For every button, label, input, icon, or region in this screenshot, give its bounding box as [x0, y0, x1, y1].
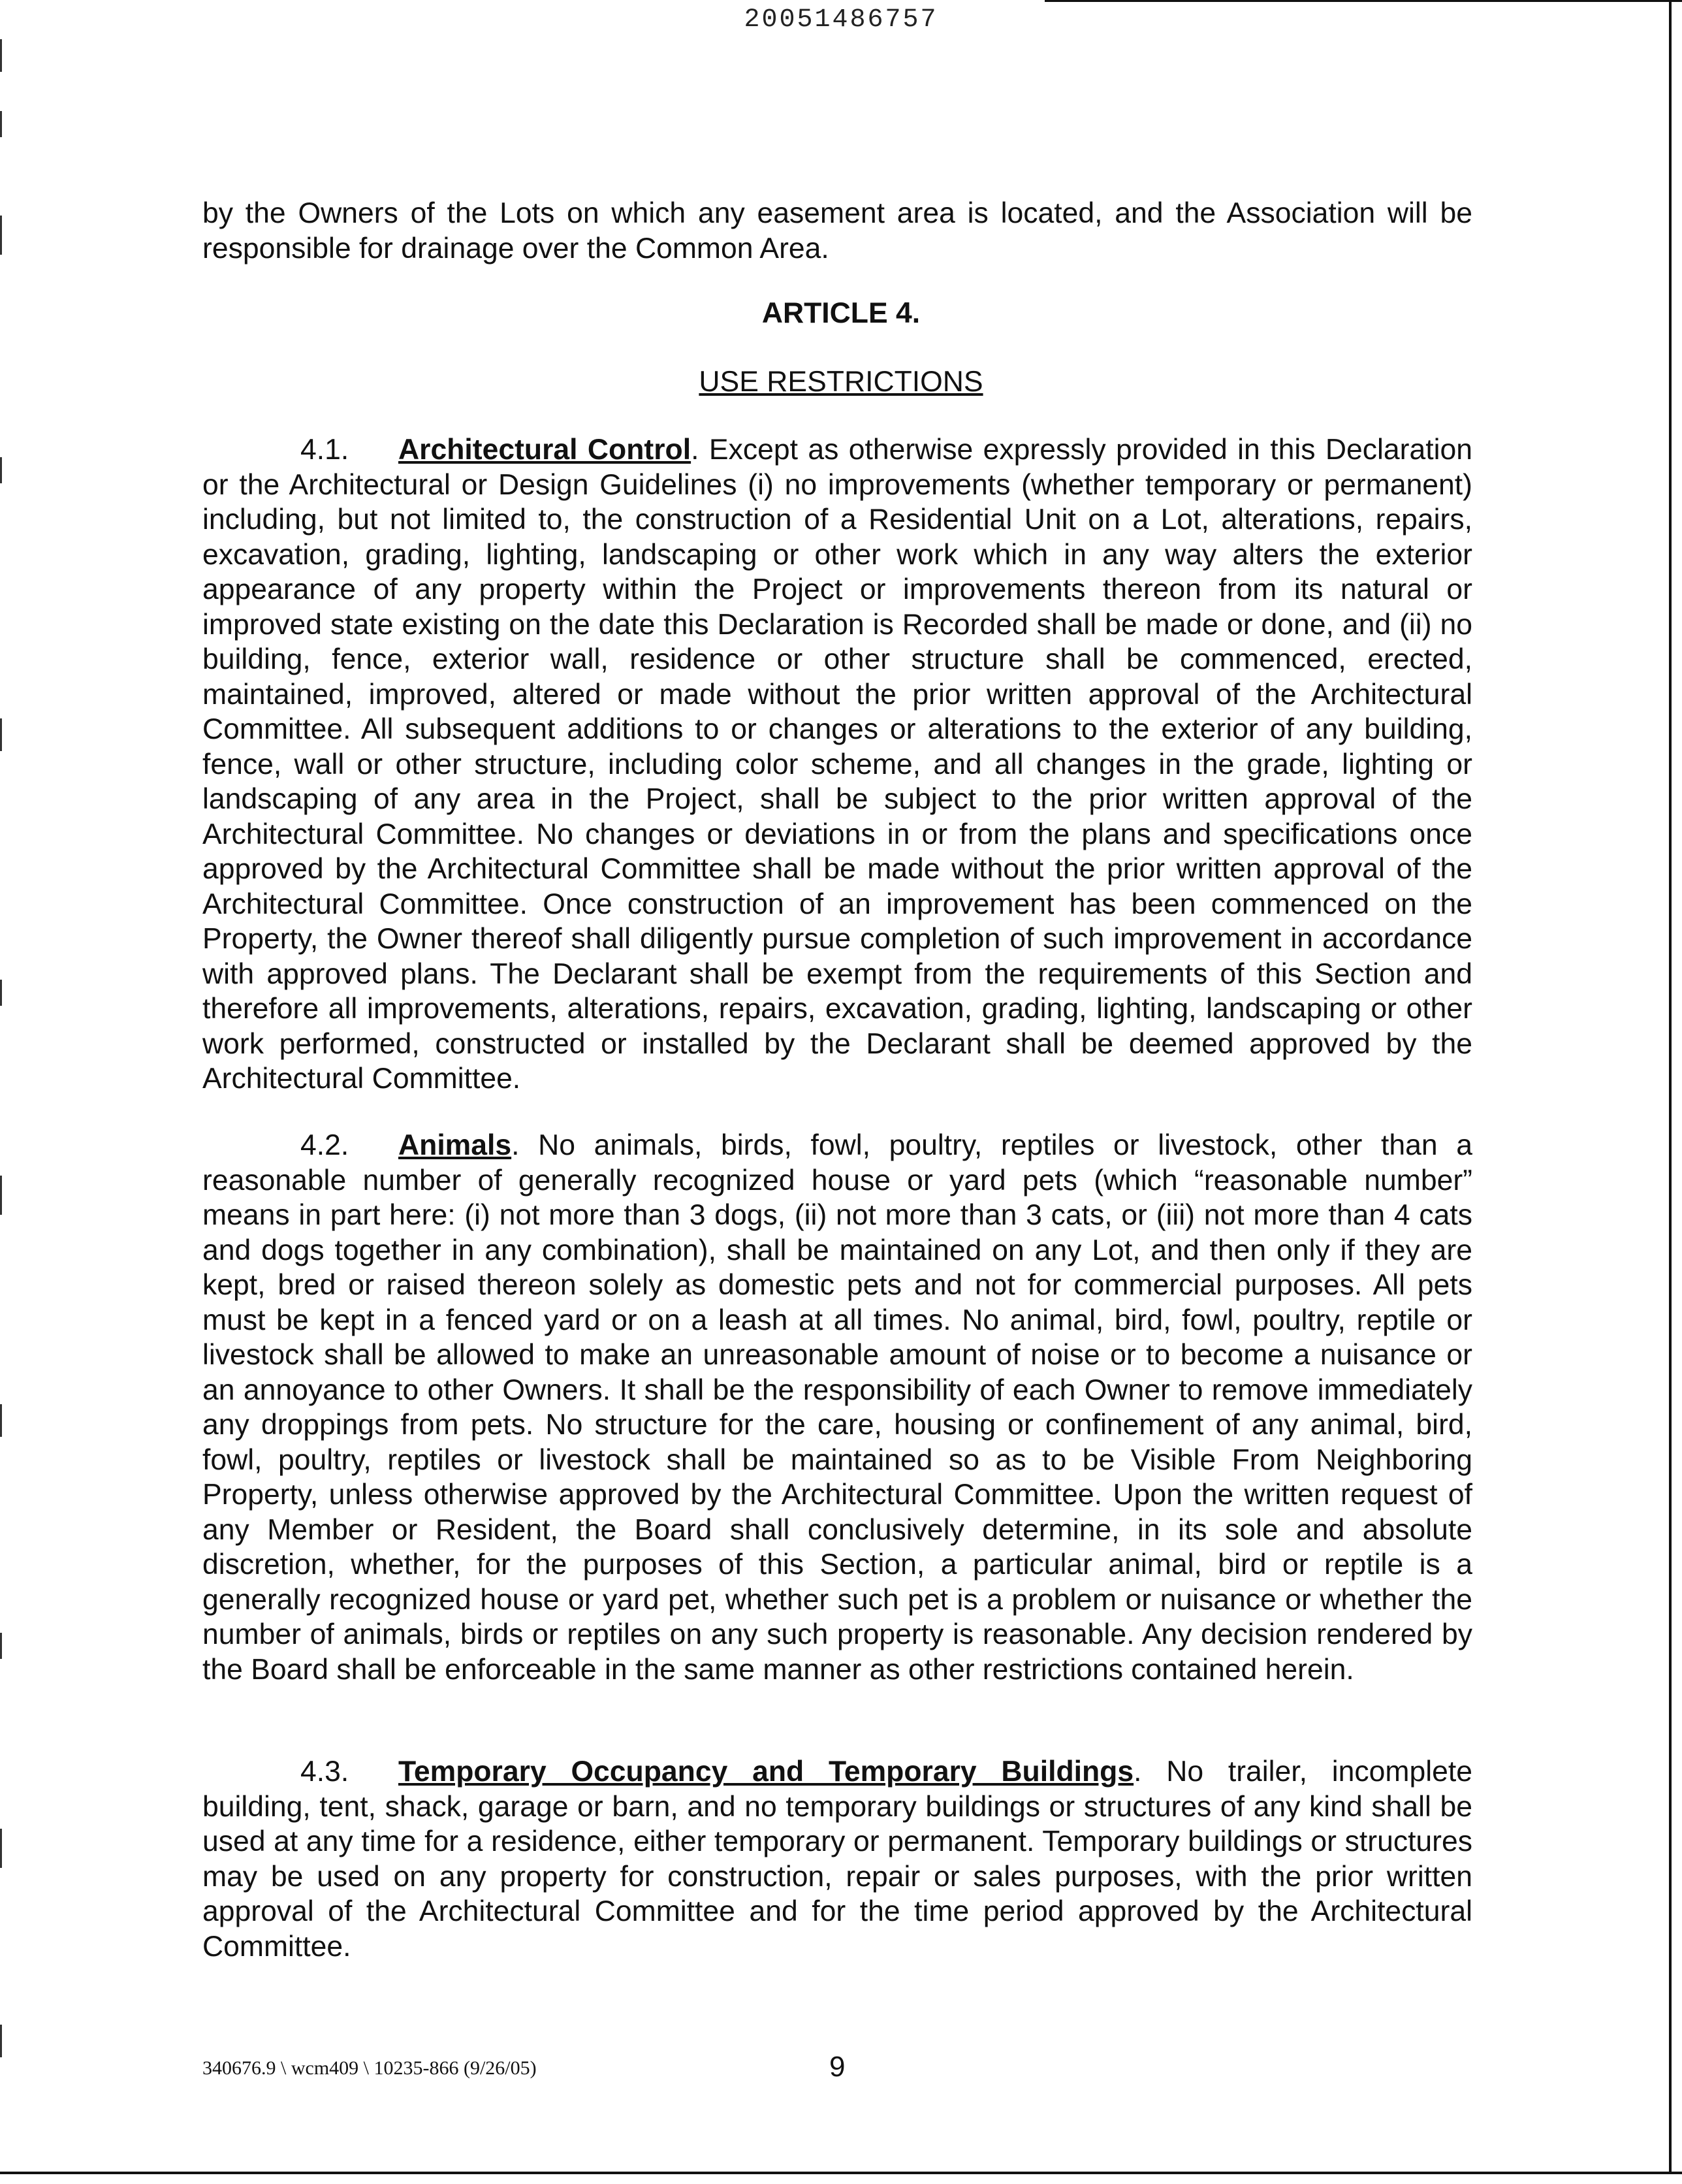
- section-body: . Except as otherwise expressly provided in this Declaration or the Architectural or Design Guidelines (i) no improvements (whether temporary or permanent) including, but not limited to, the construction of a Residential Unit on a Lot, alterations, repairs, excavation, grading, lighting, landscaping or other work which in any way alters the exterior appearance of any property within the Project or improvements thereon from its natural or improved state existing on the date this Declaration is Recorded shall be made or done, and (ii) no building, fence, exterior wall, residence or other structure shall be commenced, erected, maintained, improved, altered or made without the prior written approval of the Architectural Committee. All subsequent additions to or changes or alterations to the exterior of any building, fence, wall or other structure, including color scheme, and all changes in the grade, lighting or landscaping of any area in the Project, shall be subject to the prior written approval of the Architectural Committee. No changes or deviations in or from the plans and specifications once approved by the Architectural Committee shall be made without the prior written approval of the Architectural Committee. Once construction of an improvement has been commenced on the Property, the Owner thereof shall diligently pursue completion of such improvement in accordance with approved plans. The Declarant shall be exempt from the requirements of this Section and therefore all improvements, alterations, repairs, excavation, grading, lighting, landscaping or other work performed, constructed or installed by the Declarant shall be deemed approved by the Architectural Committee.: [202, 434, 1472, 1095]
- intro-paragraph: [202, 196, 1472, 266]
- section-4-1: [202, 432, 1472, 1097]
- section-number: 4.1.: [300, 434, 349, 466]
- intro-text: by the Owners of the Lots on which any easement area is located, and the Association will be responsible for drainage over the Common Area.: [202, 197, 1472, 265]
- scan-border-top: [1045, 0, 1682, 2]
- section-title: Animals: [398, 1129, 512, 1161]
- section-body: . No animals, birds, fowl, poultry, reptiles or livestock, other than a reasonable number of generally recognized house or yard pets (which “reasonable number” means in part here: (i) not more than 3 dogs, (ii) not more than 3 cats, or (iii) not more than 4 cats and dogs together in any combination), shall be maintained on any Lot, and then only if they are kept, bred or raised thereon solely as domestic pets and not for commercial purposes. All pets must be kept in a fenced yard or on a leash at all times. No animal, bird, fowl, poultry, reptile or livestock shall be allowed to make an unreasonable amount of noise or to become a nuisance or an annoyance to other Owners. It shall be the responsibility of each Owner to remove immediately any droppings from pets. No structure for the care, housing or confinement of any animal, bird, fowl, poultry, reptiles or livestock shall be maintained so as to be Visible From Neighboring Property, unless otherwise approved by the Architectural Committee. Upon the written request of any Member or Resident, the Board shall conclusively determine, in its sole and absolute discretion, whether, for the purposes of this Section, a particular animal, bird or reptile is a generally recognized house or yard pet, whether such pet is a problem or nuisance or whether the number of animals, birds or reptiles on any such property is reasonable. Any decision rendered by the Board shall be enforceable in the same manner as other restrictions contained herein.: [202, 1129, 1472, 1686]
- document-number: 20051486757: [744, 5, 938, 35]
- scan-border-bottom: [0, 2172, 1682, 2174]
- section-number: 4.3.: [300, 1756, 349, 1788]
- section-number: 4.2.: [300, 1129, 349, 1161]
- section-title: Architectural Control: [398, 434, 691, 466]
- article-subtitle: USE RESTRICTIONS: [699, 366, 983, 398]
- section-body: . No trailer, incomplete building, tent, shack, garage or barn, and no temporary buildings or structures of any kind shall be used at any time for a residence, either temporary or permanent. Temporary buildings or structures may be used on any property for construction, repair or sales purposes, with the prior written approval of the Architectural Committee and for the time period approved by the Architectural Committee.: [202, 1756, 1472, 1963]
- section-4-3: [202, 1754, 1472, 1964]
- section-4-2: [202, 1128, 1472, 1687]
- article-title: ARTICLE 4.: [761, 297, 921, 329]
- section-title: Temporary Occupancy and Temporary Buildings: [398, 1756, 1134, 1788]
- footer-reference: 340676.9 \ wcm409 \ 10235-866 (9/26/05): [202, 2057, 537, 2079]
- page-number: 9: [829, 2051, 846, 2083]
